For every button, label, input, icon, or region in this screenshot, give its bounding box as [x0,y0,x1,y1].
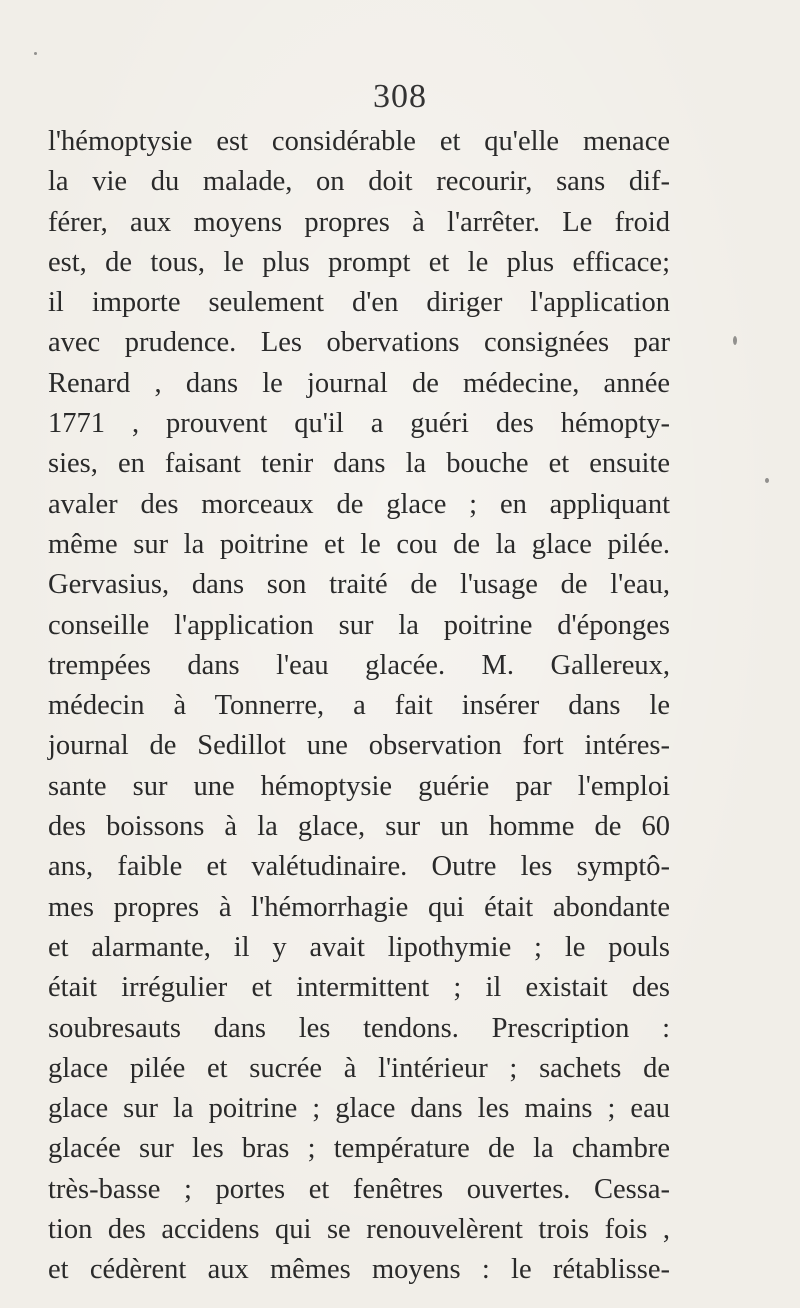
body-text [48,122,670,1291]
text-line: avaler des morceaux de glace ; en appliquant [48,488,670,520]
page-number: 308 [373,78,427,115]
text-line: était irrégulier et intermittent ; il existait des [48,972,670,1004]
text-line: sies, en faisant tenir dans la bouche et ensuite [48,448,670,480]
text-line: glacée sur les bras ; température de la chambre [48,1133,670,1165]
text-line: et cédèrent aux mêmes moyens : le rétablisse- [48,1254,670,1286]
text-line: soubresauts dans les tendons. Prescription : [48,1012,670,1044]
speck [765,478,769,483]
text-line: glace sur la poitrine ; glace dans les mains ; eau [48,1093,670,1125]
text-line: ans, faible et valétudinaire. Outre les symptô- [48,851,670,883]
text-line: il importe seulement d'en diriger l'application [48,287,670,319]
text-line: conseille l'application sur la poitrine d'éponges [48,609,670,641]
text-line: sante sur une hémoptysie guérie par l'emploi [48,770,670,802]
text-line: tion des accidens qui se renouvelèrent trois fois , [48,1214,670,1246]
text-line: la vie du malade, on doit recourir, sans dif- [48,166,670,198]
text-line: Gervasius, dans son traité de l'usage de l'eau, [48,569,670,601]
speck [34,52,37,55]
text-line: médecin à Tonnerre, a fait insérer dans le [48,690,670,722]
text-line: et alarmante, il y avait lipothymie ; le pouls [48,931,670,963]
text-line: trempées dans l'eau glacée. M. Gallereux, [48,649,670,681]
text-line: des boissons à la glace, sur un homme de 60 [48,811,670,843]
text-line: l'hémoptysie est considérable et qu'elle menace [48,126,670,157]
text-line: mes propres à l'hémorrhagie qui était abondante [48,891,670,923]
text-line: même sur la poitrine et le cou de la glace pilée. [48,528,670,560]
text-line: férer, aux moyens propres à l'arrêter. Le froid [48,206,670,238]
text-line: très-basse ; portes et fenêtres ouvertes. Cessa- [48,1173,670,1205]
text-line: glace pilée et sucrée à l'intérieur ; sachets de [48,1052,670,1084]
text-line: journal de Sedillot une observation fort intéres- [48,730,670,762]
text-line: 1771 , prouvent qu'il a guéri des hémopty- [48,408,670,440]
text-line: Renard , dans le journal de médecine, année [48,367,670,399]
text-line: avec prudence. Les obervations consignées par [48,327,670,359]
speck [733,336,737,345]
text-line: est, de tous, le plus prompt et le plus efficace; [48,246,670,278]
